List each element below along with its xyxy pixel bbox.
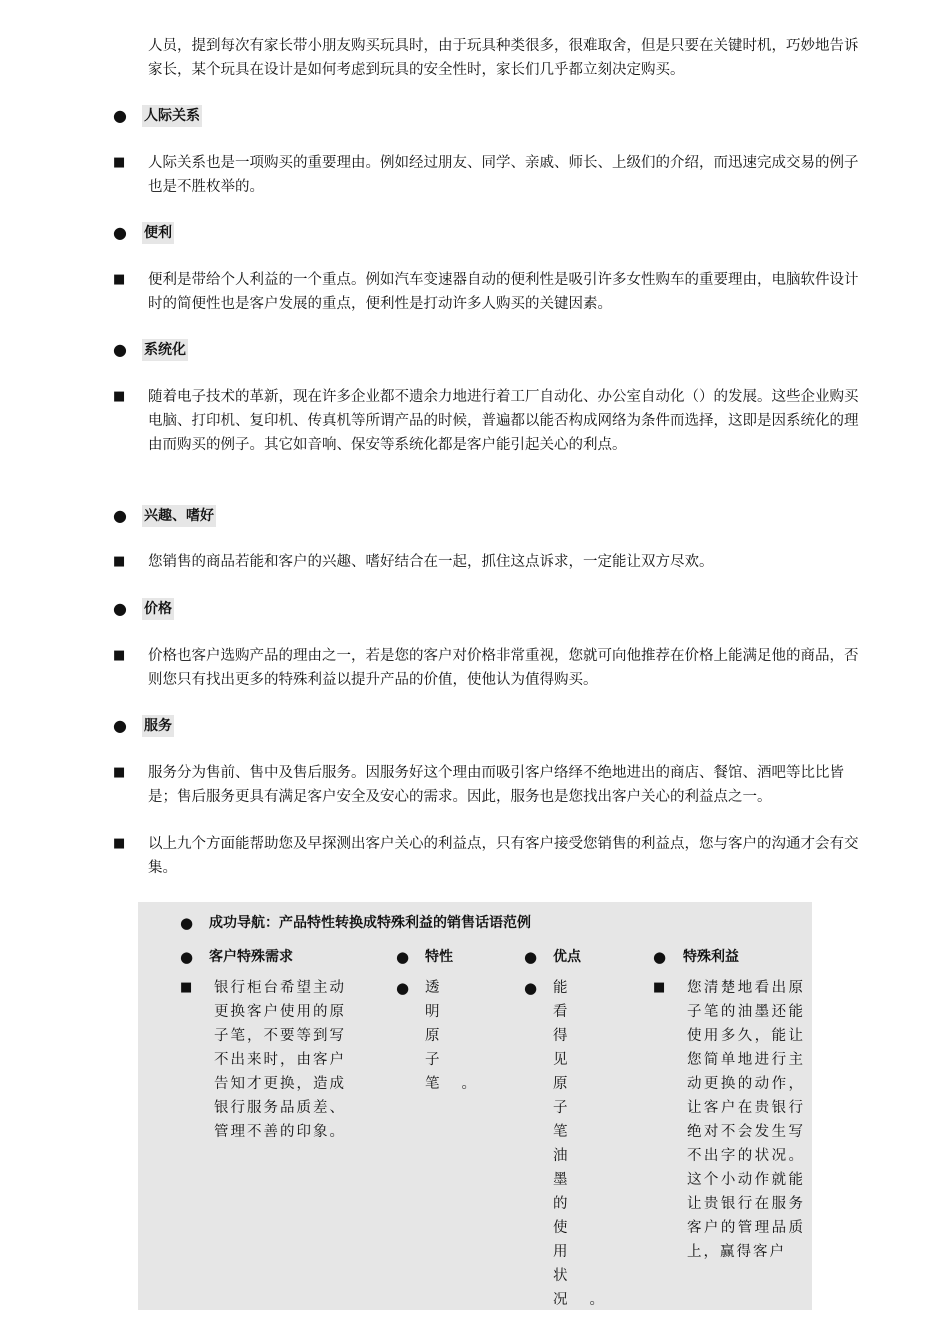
- section-heading-price: 价格: [142, 598, 174, 620]
- column-bullet-icon: ●: [180, 948, 194, 966]
- section-text-systemization: 随着电子技术的革新，现在许多企业都不遗余力地进行着工厂自动化、办公室自动化（）的发展。这些企业购买电脑、打印机、复印机、传真机等所谓产品的时候，普遍都以能否构成网络为条件而选择，这即是因系统化的理由而购买的例子。其它如音响、保安等系统化都是客户能引起关心的利点。: [148, 389, 859, 453]
- paragraph-bullet-icon: ■: [113, 648, 126, 663]
- section-text-relationships: 人际关系也是一项购买的重要理由。例如经过朋友、同学、亲戚、师长、上级们的介绍，而迅速完成交易的例子也是不胜枚举的。: [148, 155, 859, 195]
- intro-paragraph: 人员，提到每次有家长带小朋友购买玩具时，由于玩具种类很多，很难取舍，但是只要在关键时机，巧妙地告诉家长，某个玩具在设计是如何考虑到玩具的安全性时，家长们几乎都立刻决定购买。: [148, 38, 859, 78]
- column-item-bullet-icon: ■: [653, 980, 666, 995]
- section-text-service: 服务分为售前、售中及售后服务。因服务好这个理由而吸引客户络绎不绝地进出的商店、餐馆、酒吧等比比皆是；售后服务更具有满足客户安全及安心的需求。因此，服务也是您找出客户关心的利益点之一。: [148, 765, 844, 805]
- section-heading-service: 服务: [142, 715, 174, 737]
- paragraph-bullet-icon: ■: [113, 272, 126, 287]
- column-text-benefit: 您清楚地看出原子笔的油墨还能使用多久，能让您简单地进行主动更换的动作，让客户在贵银行绝对不会发生写不出字的状况。这个小动作就能让贵银行在服务客户的管理品质上，赢得客户: [687, 980, 805, 1260]
- paragraph-bullet-icon: ■: [113, 389, 126, 404]
- paragraph-bullet-icon: ■: [113, 155, 126, 170]
- paragraph-bullet-icon: ■: [113, 765, 126, 780]
- column-text-advantage: 能看得见原子笔油墨的使用状况。: [553, 980, 626, 1308]
- section-heading-convenience: 便利: [142, 222, 174, 244]
- column-bullet-icon: ●: [653, 948, 667, 966]
- section-bullet-icon: ●: [113, 716, 127, 735]
- column-bullet-icon: ●: [524, 948, 538, 966]
- section-bullet-icon: ●: [113, 340, 127, 359]
- column-text-need: 银行柜台希望主动更换客户使用的原子笔，不要等到写不出来时，由客户告知才更换，造成银行服务品质差、管理不善的印象。: [214, 980, 346, 1140]
- section-text-price: 价格也客户选购产品的理由之一，若是您的客户对价格非常重视，您就可向他推荐在价格上能满足他的商品，否则您只有找出更多的特殊利益以提升产品的价值，使他认为值得购买。: [148, 648, 859, 688]
- section-heading-systemization: 系统化: [142, 339, 188, 361]
- column-bullet-icon: ●: [396, 948, 410, 966]
- column-header-advantage: 优点: [553, 949, 581, 965]
- section-bullet-icon: ●: [113, 506, 127, 525]
- example-box: [138, 902, 812, 1310]
- column-header-feature: 特性: [425, 949, 453, 965]
- column-header-need: 客户特殊需求: [209, 949, 293, 965]
- column-item-bullet-icon: ■: [180, 980, 193, 995]
- section-heading-hobbies: 兴趣、嗜好: [142, 505, 216, 527]
- box-title: 成功导航：产品特性转换成特殊利益的销售话语范例: [209, 915, 531, 931]
- column-header-benefit: 特殊利益: [683, 949, 739, 965]
- section-bullet-icon: ●: [113, 599, 127, 618]
- paragraph-bullet-icon: ■: [113, 554, 126, 569]
- section-text-hobbies: 您销售的商品若能和客户的兴趣、嗜好结合在一起，抓住这点诉求，一定能让双方尽欢。: [148, 554, 714, 570]
- section-bullet-icon: ●: [113, 106, 127, 125]
- summary-paragraph: 以上九个方面能帮助您及早探测出客户关心的利益点，只有客户接受您销售的利益点，您与客户的沟通才会有交集。: [148, 836, 859, 876]
- paragraph-bullet-icon: ■: [113, 836, 126, 851]
- section-bullet-icon: ●: [113, 223, 127, 242]
- box-title-bullet-icon: ●: [180, 914, 194, 932]
- column-text-feature: 透明原子笔。: [425, 980, 498, 1092]
- column-item-bullet-icon: ●: [524, 979, 538, 997]
- section-text-convenience: 便利是带给个人利益的一个重点。例如汽车变速器自动的便利性是吸引许多女性购车的重要理由，电脑软件设计时的简便性也是客户发展的重点，便利性是打动许多人购买的关键因素。: [148, 272, 859, 312]
- column-item-bullet-icon: ●: [396, 979, 410, 997]
- section-heading-relationships: 人际关系: [142, 105, 202, 127]
